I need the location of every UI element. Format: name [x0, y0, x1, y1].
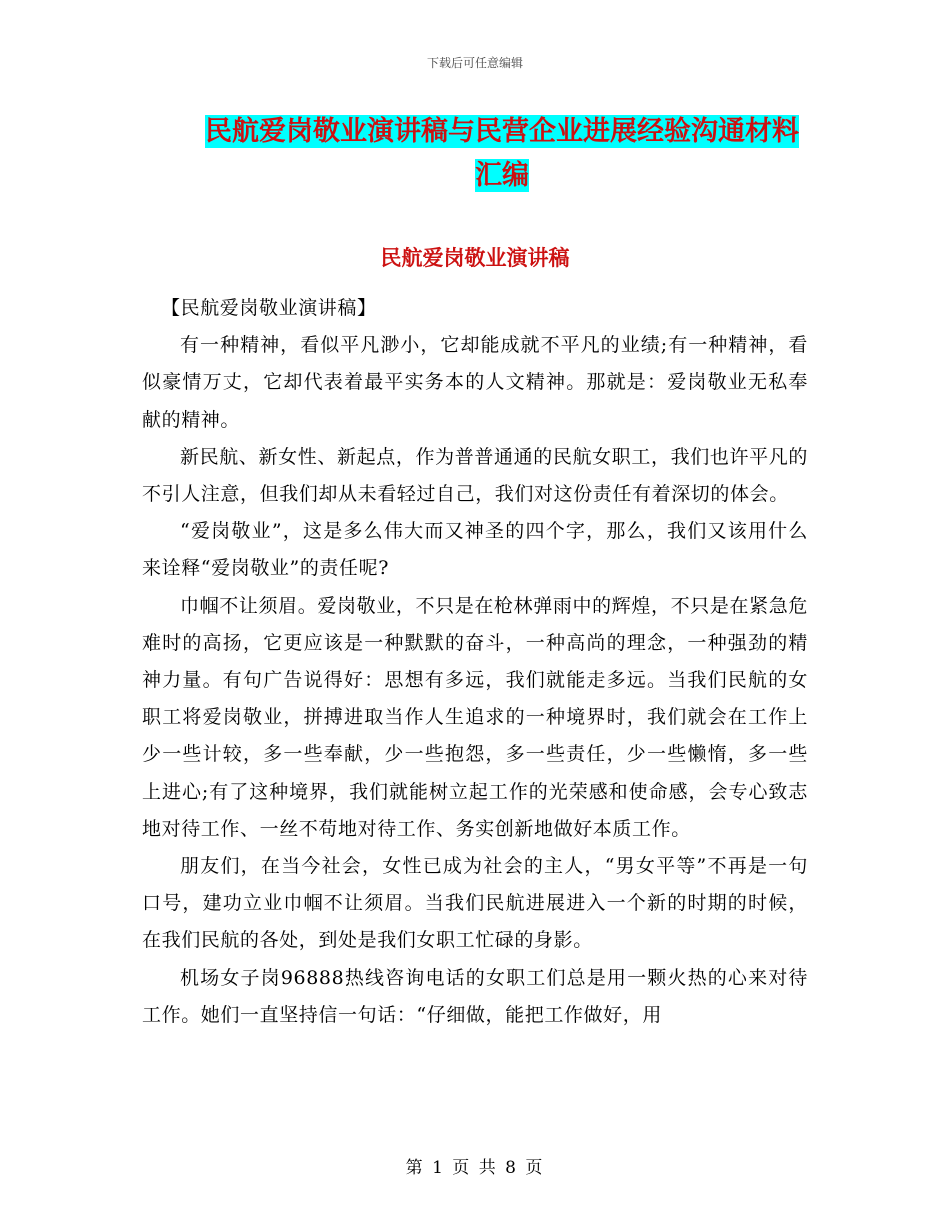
section-title: 民航爱岗敬业演讲稿	[380, 246, 570, 270]
body-text	[142, 290, 808, 1034]
paragraph: 巾帼不让须眉。爱岗敬业，不只是在枪林弹雨中的辉煌，不只是在紧急危难时的高扬，它更应该是一种默默的奋斗，一种高尚的理念，一种强劲的精神力量。有句广告说得好：思想有多远，我们就能走多远。当我们民航的女职工将爱岗敬业，拼搏进取当作人生追求的一种境界时，我们就会在工作上少一些计较，多一些奉献，少一些抱怨，多一些责任，少一些懒惰，多一些上进心;有了这种境界，我们就能树立起工作的光荣感和使命感，会专心致志地对待工作、一丝不苟地对待工作、务实创新地做好本质工作。	[142, 594, 808, 840]
header-note: 下载后可任意编辑	[426, 56, 523, 70]
paragraph: 朋友们，在当今社会，女性已成为社会的主人，“男女平等”不再是一句口号，建功立业巾帼不让须眉。当我们民航进展进入一个新的时期的时候，在我们民航的各处，到处是我们女职工忙碌的身影。	[142, 855, 808, 952]
paragraph: 有一种精神，看似平凡渺小，它却能成就不平凡的业绩;有一种精神，看似豪情万丈，它却代表着最平实务本的人文精神。那就是：爱岗敬业无私奉献的精神。	[142, 334, 808, 431]
paragraph: 【民航爱岗敬业演讲稿】	[161, 297, 377, 319]
paragraph: 机场女子岗96888热线咨询电话的女职工们总是用一颗火热的心来对待工作。她们一直坚持信一句话：“仔细做，能把工作做好，用	[142, 966, 808, 1026]
paragraph: 新民航、新女性、新起点，作为普普通通的民航女职工，我们也许平凡的不引人注意，但我们却从未看轻过自己，我们对这份责任有着深切的体会。	[142, 445, 808, 506]
page-number: 第 1 页 共 8 页	[405, 1158, 545, 1178]
title-highlight: 民航爱岗敬业演讲稿与民营企业进展经验沟通材料汇编	[205, 116, 799, 191]
document-title	[192, 110, 812, 198]
paragraph: “爱岗敬业”，这是多么伟大而又神圣的四个字，那么，我们又该用什么来诠释“爱岗敬业”的责任呢?	[142, 520, 808, 580]
